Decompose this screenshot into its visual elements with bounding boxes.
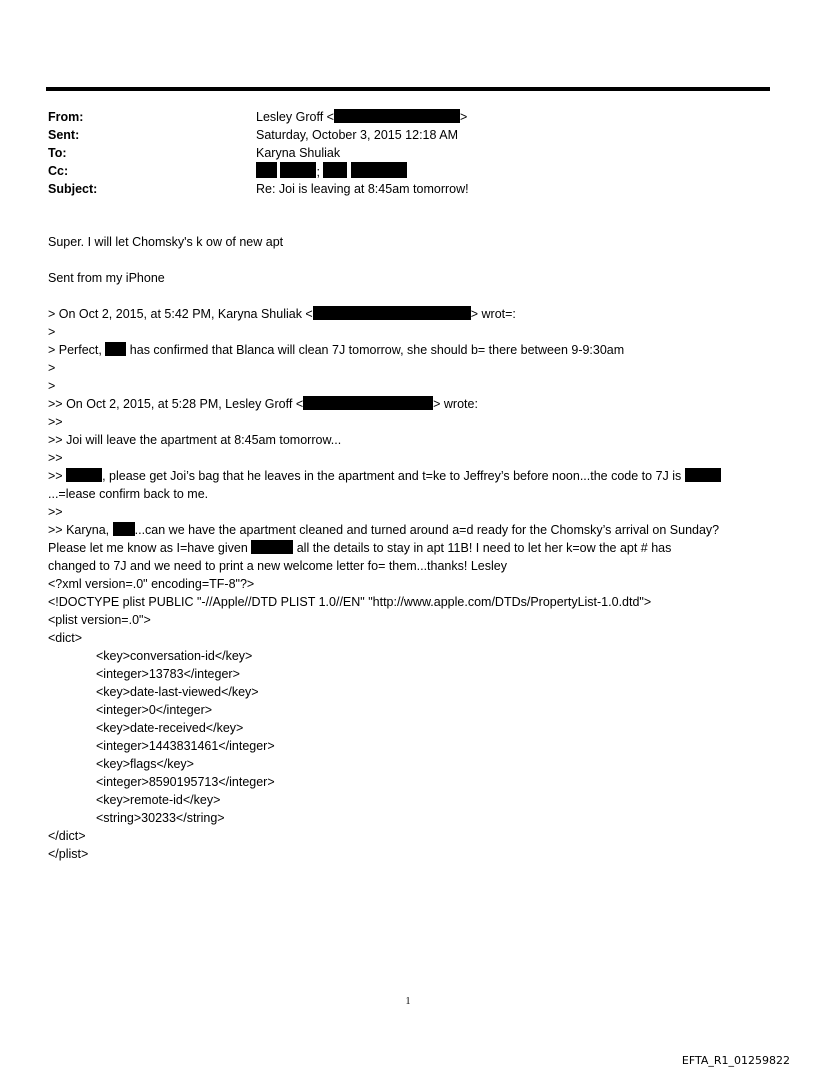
- subject-value: Re: Joi is leaving at 8:45am tomorrow!: [256, 182, 469, 196]
- header-rule: [46, 87, 770, 91]
- sent-value: Saturday, October 3, 2015 12:18 AM: [256, 128, 458, 142]
- quote-line: ...=lease confirm back to me.: [48, 487, 209, 501]
- quote-line: >: [48, 379, 56, 393]
- quote-text: , please get Joi’s bag that he leaves in the apartment and t=ke to Jeffrey’s before noon...the code to 7J is: [102, 469, 685, 483]
- xml-line: <key>date-last-viewed</key>: [96, 685, 259, 699]
- signature-line: Sent from my iPhone: [48, 271, 165, 285]
- xml-line: <integer>1443831461</integer>: [96, 739, 275, 753]
- xml-line: <key>date-received</key>: [96, 721, 244, 735]
- from-name: Lesley Groff <: [256, 110, 334, 124]
- xml-line: <string>30233</string>: [96, 811, 225, 825]
- to-row: [48, 144, 768, 162]
- quote-text: >> Karyna,: [48, 523, 113, 537]
- xml-line: <?xml version=.0" encoding=TF-8"?>: [48, 577, 255, 591]
- xml-line: <integer>13783</integer>: [96, 667, 240, 681]
- page-number: 1: [405, 996, 411, 1007]
- quote-line: [48, 341, 773, 359]
- redaction-box: [66, 468, 102, 482]
- quote-text: >>: [48, 469, 67, 483]
- from-close: >: [459, 110, 468, 124]
- quote-text: ...can we have the apartment cleaned and turned around a=d ready for the Chomsky’s arrival on Sunday?: [134, 523, 720, 537]
- blank-line: [48, 251, 773, 269]
- quote-line: >>: [48, 505, 63, 519]
- quote-line: [48, 395, 773, 413]
- redaction-box: [303, 396, 433, 410]
- redaction-box: [113, 522, 135, 536]
- redaction-box: [105, 342, 126, 356]
- from-row: [48, 108, 768, 126]
- redaction-box: [280, 162, 316, 178]
- xml-line: <key>flags</key>: [96, 757, 194, 771]
- to-label: To:: [48, 146, 67, 160]
- quote-line: >>: [48, 415, 63, 429]
- quote-text: > wrote:: [433, 397, 478, 411]
- from-label: From:: [48, 110, 84, 124]
- xml-line: <integer>8590195713</integer>: [96, 775, 275, 789]
- quote-text: >> On Oct 2, 2015, at 5:28 PM, Lesley Groff <: [48, 397, 304, 411]
- quote-line: >: [48, 361, 56, 375]
- xml-line: <dict>: [48, 631, 83, 645]
- redaction-box: [685, 468, 721, 482]
- cc-label: Cc:: [48, 164, 69, 178]
- quote-text: all the details to stay in apt 11B! I need to let her k=ow the apt # has: [293, 541, 672, 555]
- redaction-box: [256, 162, 277, 178]
- quote-line: [48, 521, 773, 539]
- sent-label: Sent:: [48, 128, 80, 142]
- document-id: EFTA_R1_01259822: [681, 1054, 790, 1067]
- xml-line: </plist>: [48, 847, 89, 861]
- cc-value: [256, 162, 768, 180]
- redaction-box: [251, 540, 293, 554]
- cc-separator: ;: [316, 165, 320, 179]
- redaction-box: [351, 162, 407, 178]
- xml-line: </dict>: [48, 829, 86, 843]
- quote-line: >: [48, 325, 56, 339]
- email-header: [48, 108, 768, 198]
- from-value: [256, 108, 768, 126]
- body-line: Super. I will let Chomsky's k ow of new apt: [48, 235, 284, 249]
- quote-text: > Perfect,: [48, 343, 106, 357]
- quote-text: > wrot=:: [470, 307, 516, 321]
- redaction-box: [313, 306, 471, 320]
- quote-line: [48, 539, 773, 557]
- xml-line: <!DOCTYPE plist PUBLIC "-//Apple//DTD PLIST 1.0//EN" "http://www.apple.com/DTDs/PropertyList-1.0.dtd">: [48, 595, 652, 609]
- xml-line: <key>conversation-id</key>: [96, 649, 253, 663]
- xml-line: <integer>0</integer>: [96, 703, 213, 717]
- cc-row: [48, 162, 768, 180]
- quote-text: > On Oct 2, 2015, at 5:42 PM, Karyna Shuliak <: [48, 307, 313, 321]
- to-value: Karyna Shuliak: [256, 146, 341, 160]
- redaction-box: [334, 109, 460, 123]
- quote-line: [48, 305, 773, 323]
- quote-line: [48, 467, 773, 485]
- quote-text: Please let me know as I=have given: [48, 541, 252, 555]
- quote-line: >> Joi will leave the apartment at 8:45am tomorrow...: [48, 433, 342, 447]
- blank-line: [48, 287, 773, 305]
- quote-line: >>: [48, 451, 63, 465]
- xml-line: <plist version=.0">: [48, 613, 151, 627]
- quote-text: has confirmed that Blanca will clean 7J tomorrow, she should b= there between 9-9:30am: [126, 343, 625, 357]
- email-body: [48, 233, 773, 863]
- xml-line: <key>remote-id</key>: [96, 793, 221, 807]
- subject-row: [48, 180, 768, 198]
- quote-line: changed to 7J and we need to print a new welcome letter fo= them...thanks! Lesley: [48, 559, 507, 573]
- redaction-box: [323, 162, 347, 178]
- subject-label: Subject:: [48, 182, 98, 196]
- sent-row: [48, 126, 768, 144]
